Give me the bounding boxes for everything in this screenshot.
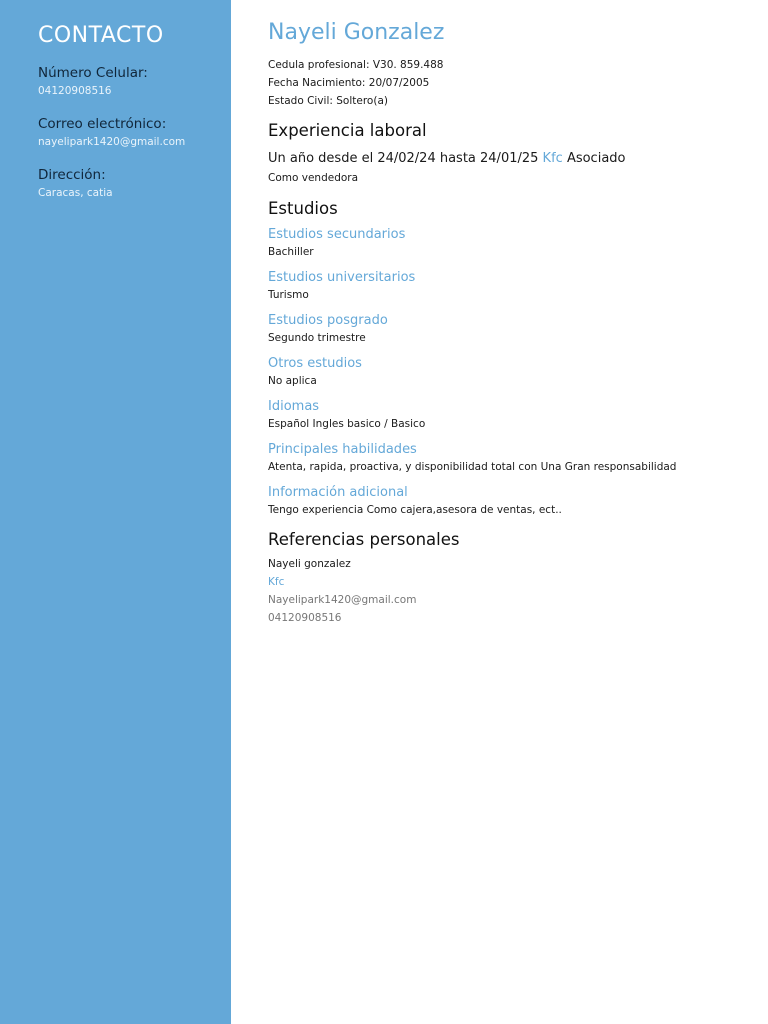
experience-period: Un año desde el 24/02/24 hasta 24/01/25 bbox=[268, 151, 539, 166]
experience-title: Experiencia laboral bbox=[268, 121, 427, 140]
reference-email: Nayelipark1420@gmail.com bbox=[268, 594, 417, 606]
study-item bbox=[268, 441, 748, 475]
study-value: No aplica bbox=[268, 375, 317, 387]
experience-line bbox=[268, 150, 748, 168]
phone-value: 04120908516 bbox=[38, 85, 112, 97]
study-title: Estudios secundarios bbox=[268, 227, 406, 242]
contact-sidebar bbox=[0, 0, 231, 1024]
study-item bbox=[268, 312, 748, 346]
phone-label: Número Celular: bbox=[38, 65, 148, 81]
experience-company: Kfc bbox=[542, 151, 563, 166]
study-title: Estudios posgrado bbox=[268, 313, 388, 328]
study-value: Tengo experiencia Como cajera,asesora de ventas, ect.. bbox=[268, 504, 562, 516]
reference-name: Nayeli gonzalez bbox=[268, 558, 351, 570]
study-title: Información adicional bbox=[268, 485, 408, 500]
study-item bbox=[268, 355, 748, 389]
experience-description: Como vendedora bbox=[268, 172, 359, 184]
email-label: Correo electrónico: bbox=[38, 116, 167, 132]
study-item bbox=[268, 226, 748, 260]
study-item bbox=[268, 484, 748, 518]
birth-line: Fecha Nacimiento: 20/07/2005 bbox=[268, 77, 430, 89]
study-value: Segundo trimestre bbox=[268, 332, 366, 344]
reference-company: Kfc bbox=[268, 576, 285, 588]
study-value: Bachiller bbox=[268, 246, 314, 258]
experience-role: Asociado bbox=[566, 151, 626, 166]
study-value: Turismo bbox=[268, 289, 309, 301]
study-title: Estudios universitarios bbox=[268, 270, 416, 285]
study-title: Idiomas bbox=[268, 399, 320, 414]
study-value: Español Ingles basico / Basico bbox=[268, 418, 426, 430]
study-title: Principales habilidades bbox=[268, 442, 417, 457]
reference-phone: 04120908516 bbox=[268, 612, 342, 624]
study-title: Otros estudios bbox=[268, 356, 362, 371]
address-value: Caracas, catia bbox=[38, 187, 113, 199]
studies-title: Estudios bbox=[268, 199, 338, 218]
contact-title: CONTACTO bbox=[38, 23, 164, 48]
resume-main bbox=[268, 18, 748, 627]
study-item bbox=[268, 398, 748, 432]
study-value: Atenta, rapida, proactiva, y disponibilidad total con Una Gran responsabilidad bbox=[268, 461, 677, 473]
email-value: nayelipark1420@gmail.com bbox=[38, 136, 186, 148]
cedula-line: Cedula profesional: V30. 859.488 bbox=[268, 59, 444, 71]
address-label: Dirección: bbox=[38, 167, 106, 183]
civil-status-line: Estado Civil: Soltero(a) bbox=[268, 95, 388, 107]
study-item bbox=[268, 269, 748, 303]
references-title: Referencias personales bbox=[268, 530, 460, 549]
candidate-name: Nayeli Gonzalez bbox=[268, 20, 445, 45]
